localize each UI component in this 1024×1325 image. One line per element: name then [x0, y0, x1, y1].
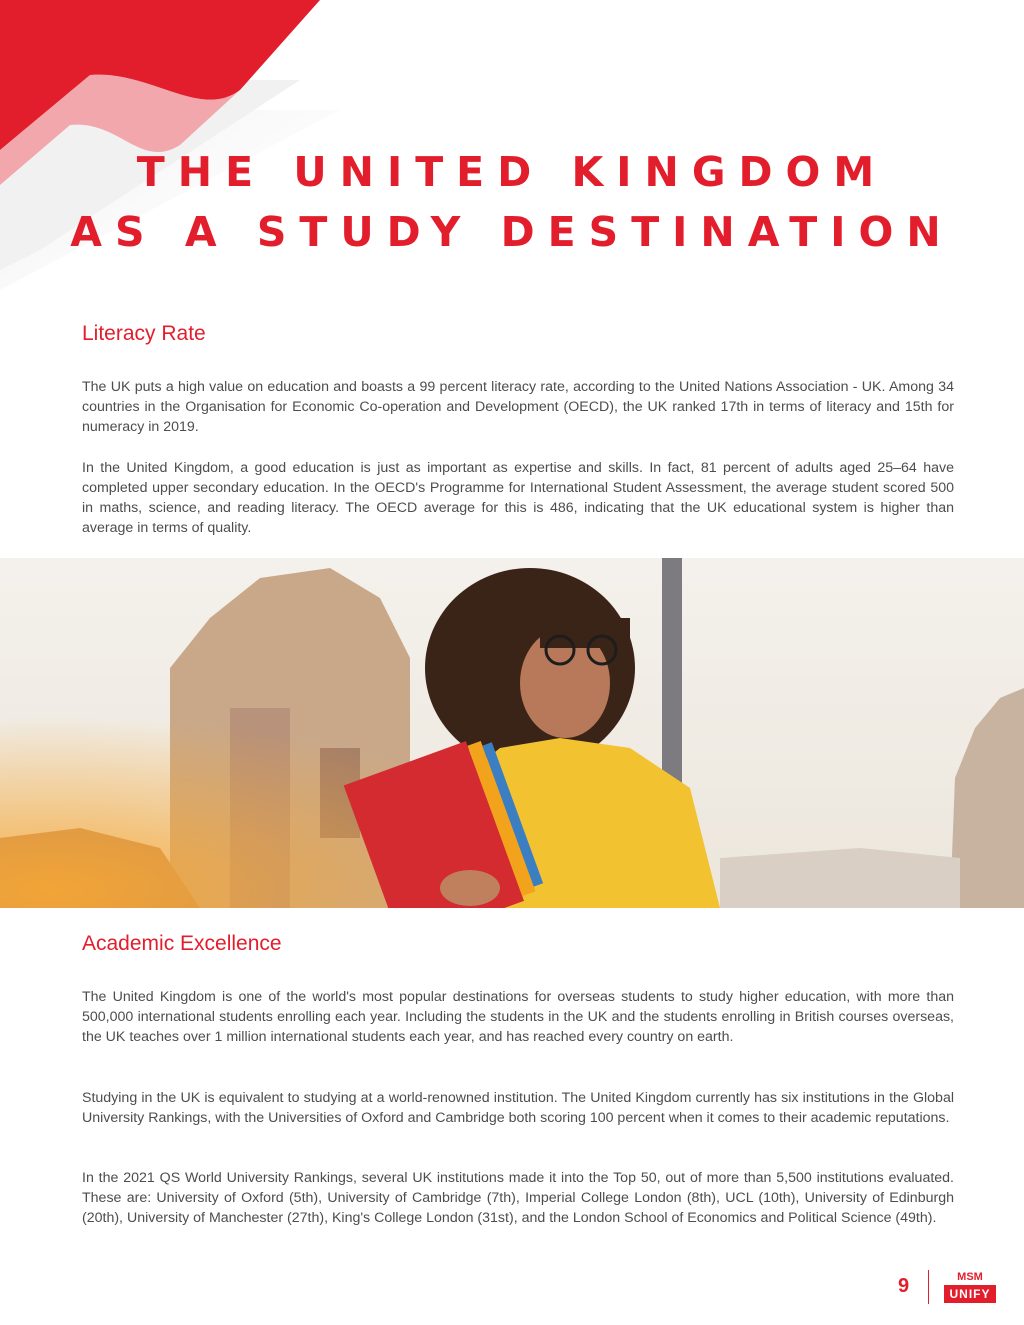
- section-heading-academic-excellence: Academic Excellence: [82, 932, 282, 955]
- page-title-line-2: AS A STUDY DESTINATION: [70, 208, 954, 256]
- literacy-paragraph-1: The UK puts a high value on education and boasts a 99 percent literacy rate, according to the United Nations Association - UK. Among 34 countries in the Organisation for Economic Co-operation and Development (OECD), the UK ranked 17th in terms of literacy and 15th for numeracy in 2019.: [82, 379, 954, 435]
- section-heading-literacy-rate: Literacy Rate: [82, 322, 206, 345]
- page-title-line-1: THE UNITED KINGDOM: [136, 148, 888, 196]
- page-title: [0, 142, 1024, 262]
- msm-unify-logo: [944, 1271, 996, 1303]
- footer-divider: [928, 1270, 929, 1304]
- academic-paragraph-2: Studying in the UK is equivalent to studying at a world-renowned institution. The United Kingdom currently has six institutions in the Global University Rankings, with the Universities of Oxford and Cambridge both scoring 100 percent when it comes to their academic reputations.: [82, 1090, 954, 1126]
- student-photo: [0, 558, 1024, 908]
- academic-paragraph-1: The United Kingdom is one of the world's most popular destinations for overseas students to study higher education, with more than 500,000 international students enrolling each year. Including the students in the UK and the students enrolling in British courses overseas, the UK teaches over 1 million international students each year, and has reached every country on earth.: [82, 989, 954, 1045]
- logo-text-bottom: UNIFY: [944, 1285, 996, 1303]
- page-number: 9: [898, 1275, 910, 1297]
- academic-paragraph-3: In the 2021 QS World University Rankings, several UK institutions made it into the Top 50, out of more than 5,500 institutions evaluated. These are: University of Oxford (5th), University of Cambridge (7th), Imperial College London (8th), UCL (10th), University of Edinburgh (20th), University of Manchester (27th), King's College London (31st), and the London School of Economics and Political Science (49th).: [82, 1170, 954, 1226]
- literacy-paragraph-2: In the United Kingdom, a good education is just as important as expertise and skills. In fact, 81 percent of adults aged 25–64 have completed upper secondary education. In the OECD's Programme for International Student Assessment, the average student scored 500 in maths, science, and reading literacy. The OECD average for this is 486, indicating that the UK educational system is higher than average in terms of quality.: [82, 460, 954, 536]
- logo-text-top: MSM: [957, 1271, 983, 1283]
